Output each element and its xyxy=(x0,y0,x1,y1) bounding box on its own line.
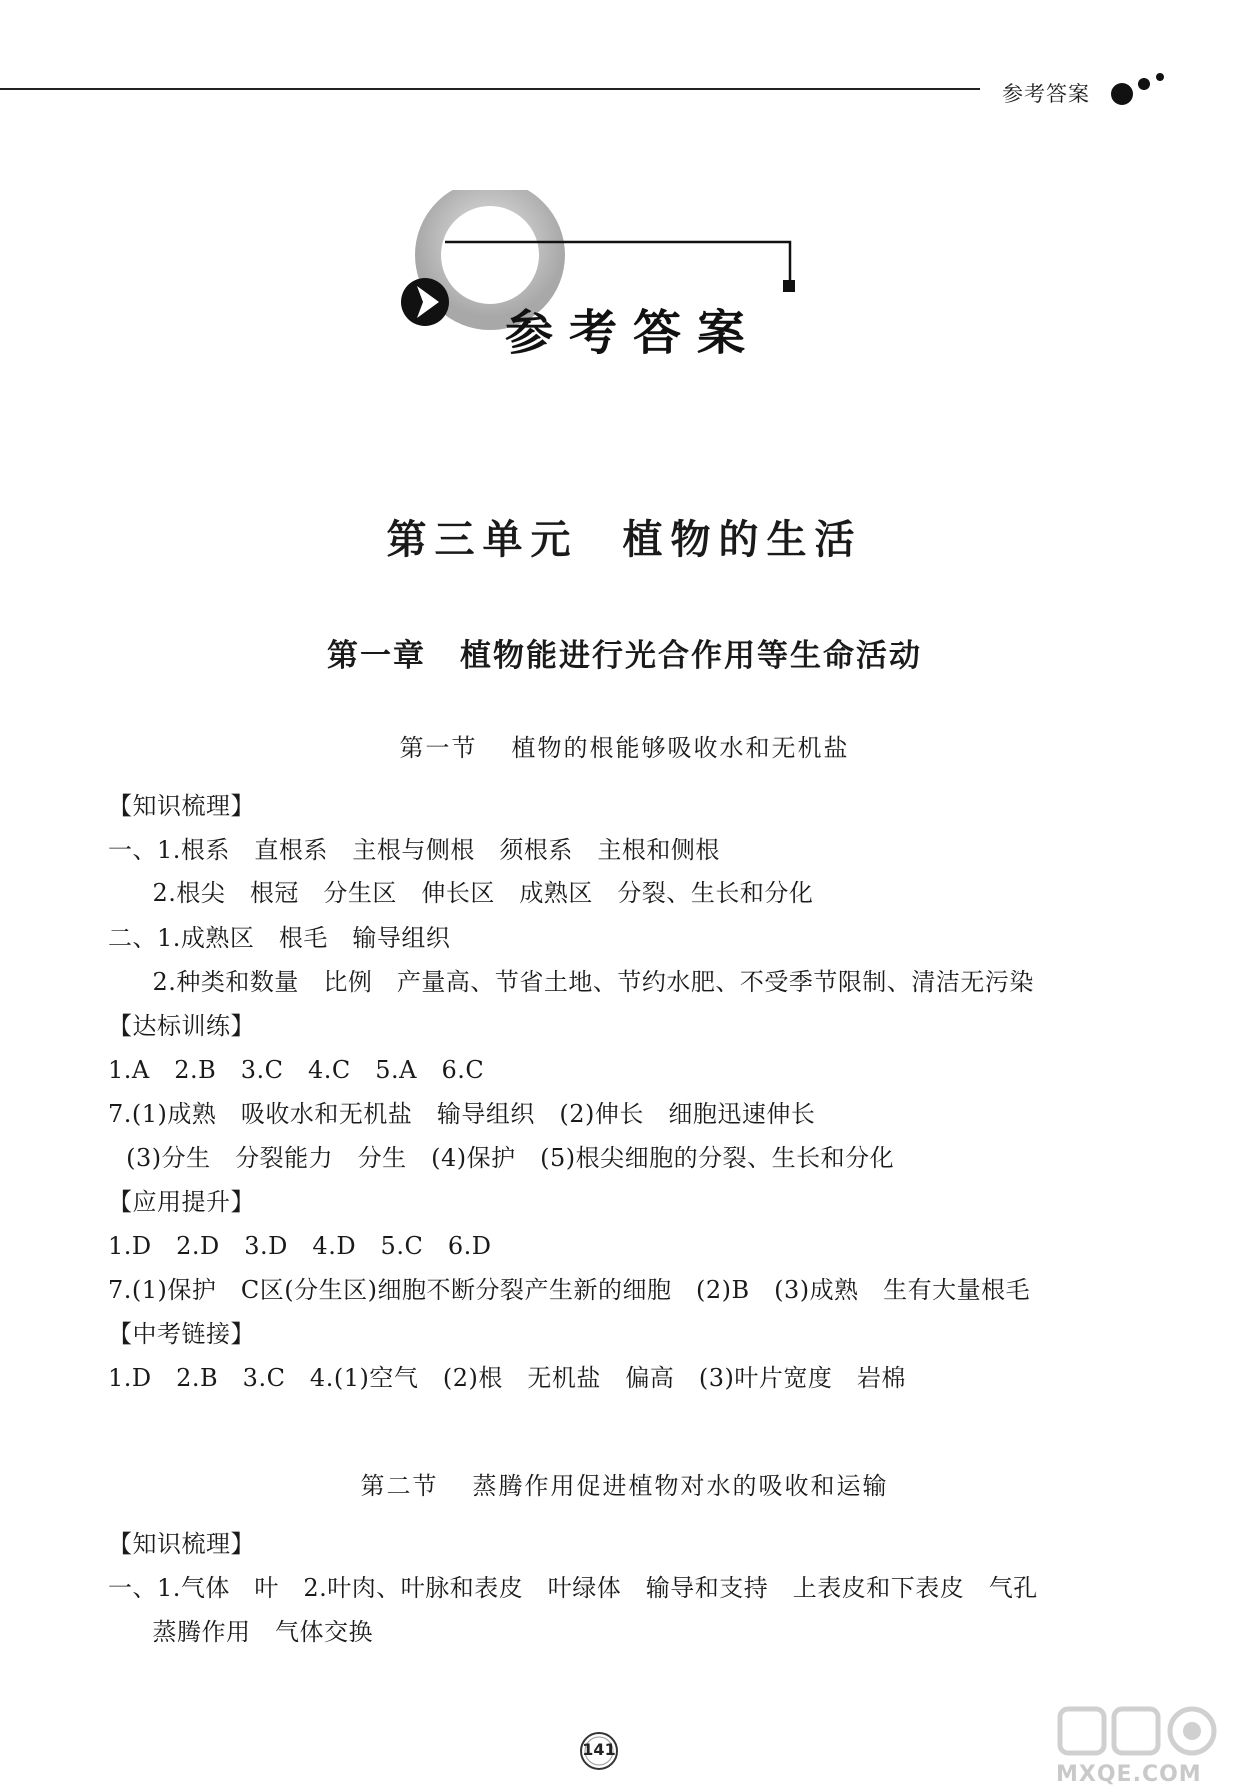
answer-line: 2.根尖 根冠 分生区 伸长区 成熟区 分裂、生长和分化 xyxy=(128,879,814,907)
watermark-text: MXQE.COM xyxy=(1056,1762,1202,1787)
unit-name: 植物的生活 xyxy=(622,516,863,563)
answer-line: 一、1.根系 直根系 主根与侧根 须根系 主根和侧根 xyxy=(108,836,720,864)
unit-title xyxy=(0,508,1249,565)
heading-knowledge: 【知识梳理】 xyxy=(108,1530,255,1558)
answer-line: 二、1.成熟区 根毛 输导组织 xyxy=(108,924,451,952)
section-number: 第一节 xyxy=(399,734,478,762)
answer-line: 7.(1)成熟 吸收水和无机盐 输导组织 (2)伸长 细胞迅速伸长 xyxy=(108,1100,816,1128)
section-title-2 xyxy=(0,1466,1249,1501)
header-dots-icon xyxy=(1108,68,1188,108)
heading-training: 【达标训练】 xyxy=(108,1012,255,1040)
heading-knowledge: 【知识梳理】 xyxy=(108,792,255,820)
answer-line: 蒸腾作用 气体交换 xyxy=(128,1618,373,1646)
chapter-number: 第一章 xyxy=(327,638,426,674)
section-number: 第二节 xyxy=(360,1472,439,1500)
answer-line: 1.D 2.D 3.D 4.D 5.C 6.D xyxy=(108,1232,492,1260)
section-name: 植物的根能够吸收水和无机盐 xyxy=(511,734,850,762)
answer-line: 7.(1)保护 C区(分生区)细胞不断分裂产生新的细胞 (2)B (3)成熟 生有大量根毛 xyxy=(108,1276,1031,1304)
unit-number: 第三单元 xyxy=(386,516,579,563)
section-name: 蒸腾作用促进植物对水的吸收和运输 xyxy=(472,1472,889,1500)
header-rule xyxy=(0,88,980,90)
chapter-name: 植物能进行光合作用等生命活动 xyxy=(460,638,922,674)
answer-line: 1.A 2.B 3.C 4.C 5.A 6.C xyxy=(108,1056,485,1084)
page-number: 141 xyxy=(582,1740,616,1759)
logo-title: 参考答案 xyxy=(505,305,762,361)
chapter-title xyxy=(0,630,1249,675)
answer-line: 2.种类和数量 比例 产量高、节省土地、节约水肥、不受季节限制、清洁无污染 xyxy=(128,968,1034,996)
answer-line: 一、1.气体 叶 2.叶肉、叶脉和表皮 叶绿体 输导和支持 上表皮和下表皮 气孔 xyxy=(108,1574,1038,1602)
section-title-1 xyxy=(0,728,1249,763)
heading-application: 【应用提升】 xyxy=(108,1188,255,1216)
header-label: 参考答案 xyxy=(1002,82,1090,106)
answer-line: (3)分生 分裂能力 分生 (4)保护 (5)根尖细胞的分裂、生长和分化 xyxy=(118,1144,895,1172)
heading-exam-link: 【中考链接】 xyxy=(108,1320,255,1348)
answer-line: 1.D 2.B 3.C 4.(1)空气 (2)根 无机盐 偏高 (3)叶片宽度 岩棉 xyxy=(108,1364,906,1392)
